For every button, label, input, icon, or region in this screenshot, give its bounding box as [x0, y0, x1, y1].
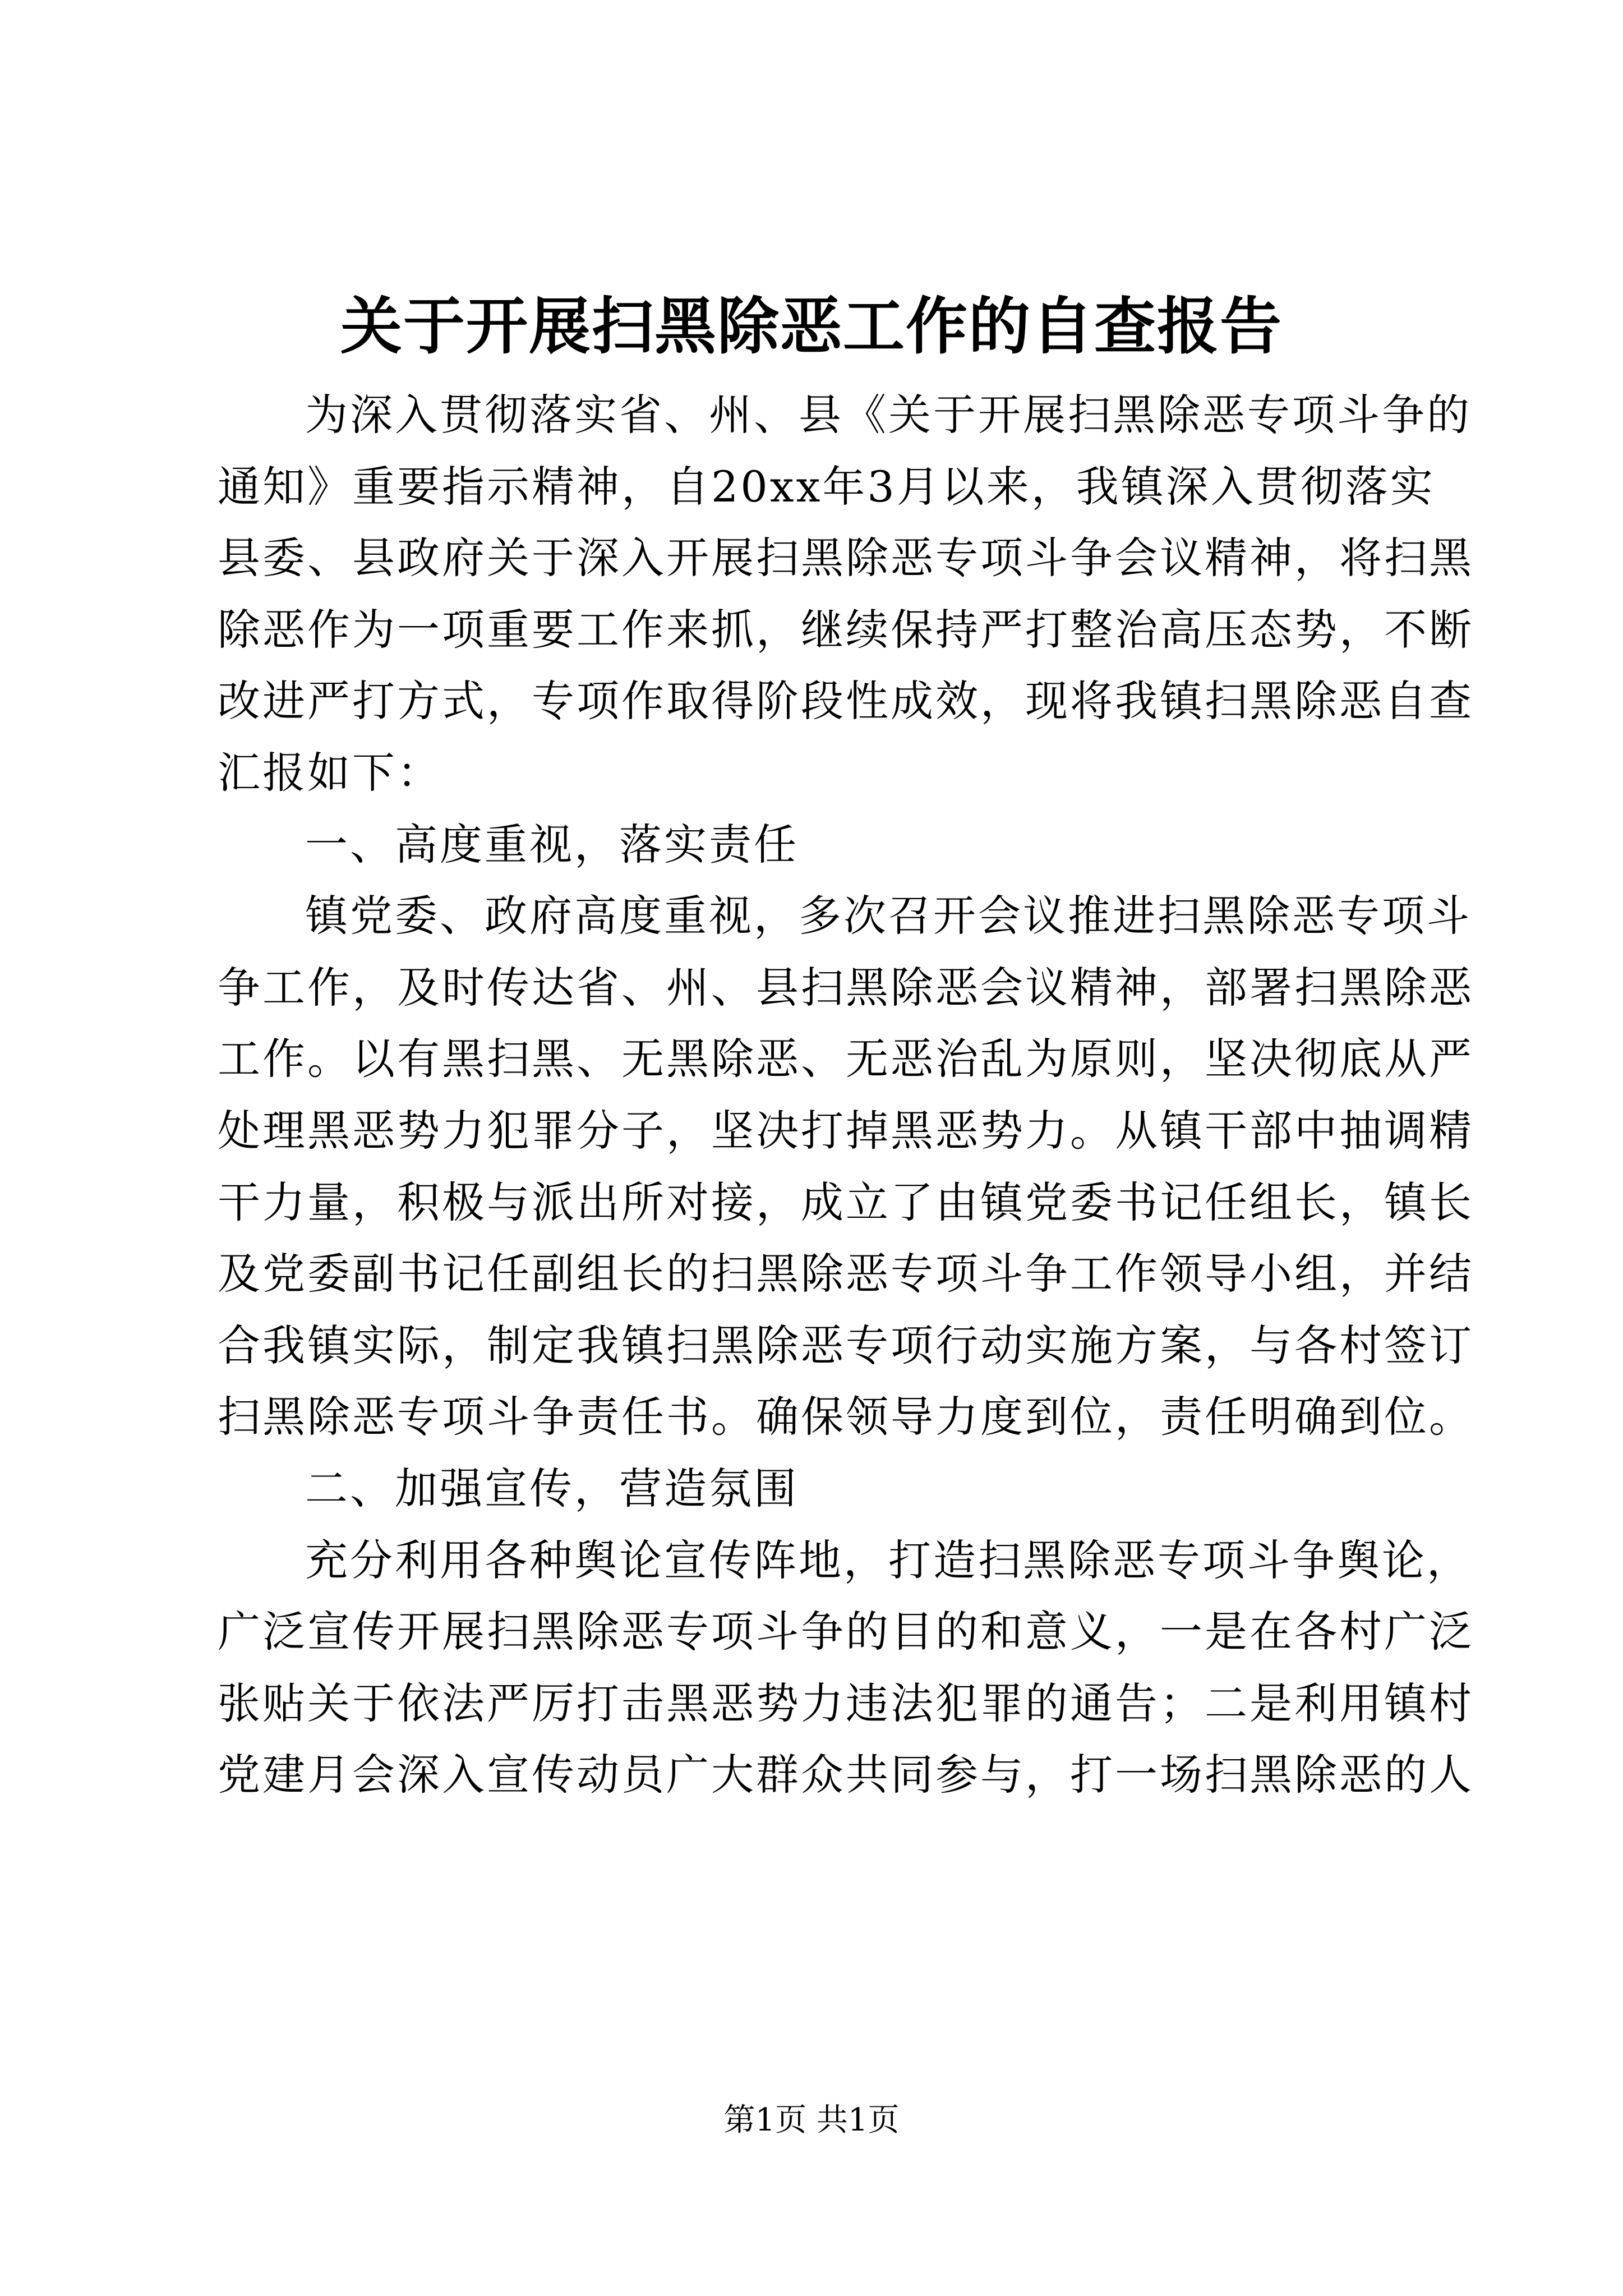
document-body: [218, 379, 1474, 1811]
text-line: 工作。以有黑扫黑、无黑除恶、无恶治乱为原则，坚决彻底从严: [218, 1034, 1474, 1084]
text-line: 合我镇实际，制定我镇扫黑除恶专项行动实施方案，与各村签订: [218, 1320, 1474, 1370]
text-line: 除恶作为一项重要工作来抓，继续保持严打整治高压态势，不断: [218, 604, 1474, 655]
text-line: 县委、县政府关于深入开展扫黑除恶专项斗争会议精神，将扫黑: [218, 533, 1474, 583]
text-line: 党建月会深入宣传动员广大群众共同参与，打一场扫黑除恶的人: [218, 1750, 1474, 1800]
text-line: 改进严打方式，专项作取得阶段性成效，现将我镇扫黑除恶自查: [218, 676, 1474, 726]
text-line: 一、高度重视，落实责任: [305, 819, 799, 869]
text-line: 扫黑除恶专项斗争责任书。确保领导力度到位，责任明确到位。: [218, 1392, 1474, 1442]
page-footer: 第1页 共1页: [723, 2102, 900, 2138]
text-line: 处理黑恶势力犯罪分子，坚决打掉黑恶势力。从镇干部中抽调精: [218, 1105, 1474, 1156]
text-line: 充分利用各种舆论宣传阵地，打造扫黑除恶专项斗争舆论，: [305, 1535, 1472, 1585]
text-line: 及党委副书记任副组长的扫黑除恶专项斗争工作领导小组，并结: [218, 1249, 1474, 1299]
text-line: 为深入贯彻落实省、州、县《关于开展扫黑除恶专项斗争的: [305, 390, 1472, 440]
text-line: 争工作，及时传达省、州、县扫黑除恶会议精神，部署扫黑除恶: [218, 962, 1474, 1013]
text-line: 汇报如下：: [218, 747, 442, 798]
text-line: 广泛宣传开展扫黑除恶专项斗争的目的和意义，一是在各村广泛: [218, 1607, 1474, 1657]
text-line: 干力量，积极与派出所对接，成立了由镇党委书记任组长，镇长: [218, 1177, 1474, 1227]
text-line: 二、加强宣传，营造氛围: [305, 1463, 799, 1513]
text-line: 通知》重要指示精神，自20xx年3月以来，我镇深入贯彻落实: [218, 461, 1435, 512]
document-title: 关于开展扫黑除恶工作的自查报告: [340, 290, 1283, 362]
text-line: 镇党委、政府高度重视，多次召开会议推进扫黑除恶专项斗: [305, 891, 1472, 941]
text-line: 张贴关于依法严厉打击黑恶势力违法犯罪的通告；二是利用镇村: [218, 1678, 1474, 1728]
